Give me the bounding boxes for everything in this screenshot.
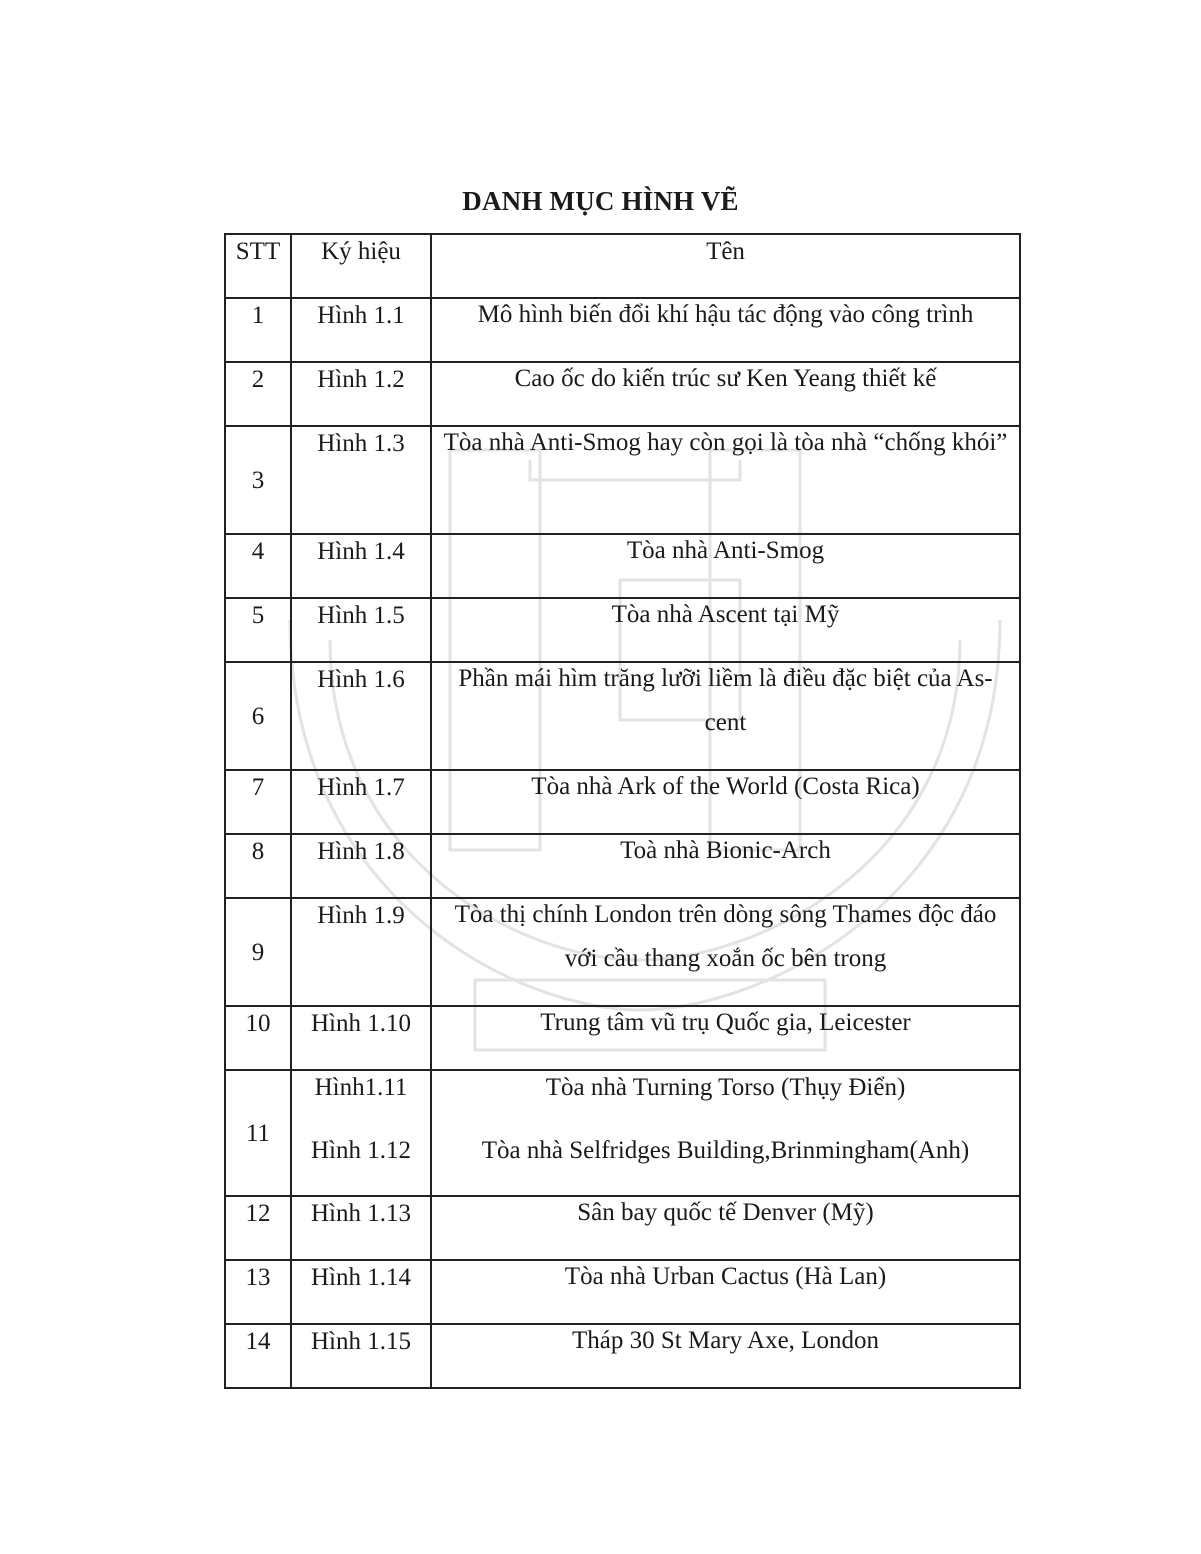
table-row xyxy=(225,534,1020,598)
header-stt: STT xyxy=(225,234,291,298)
figure-name: Toà nhà Bionic-Arch xyxy=(620,837,831,864)
figure-symbol: Hình 1.6 xyxy=(317,666,405,693)
header-name: Tên xyxy=(431,234,1020,298)
row-stt: 3 xyxy=(225,426,291,534)
table-row xyxy=(225,662,1020,770)
figure-symbol: Hình 1.14 xyxy=(311,1264,411,1291)
row-figure-name xyxy=(431,1196,1020,1260)
figure-symbol: Hình 1.8 xyxy=(317,838,405,865)
row-figure-name xyxy=(431,662,1020,770)
row-figure-name xyxy=(431,1324,1020,1388)
row-stt: 4 xyxy=(225,534,291,598)
figure-name: Sân bay quốc tế Denver (Mỹ) xyxy=(577,1199,874,1226)
row-figure-symbol xyxy=(291,834,431,898)
figure-symbol: Hình 1.13 xyxy=(311,1200,411,1227)
figure-symbol: Hình 1.1 xyxy=(317,302,405,329)
row-stt: 1 xyxy=(225,298,291,362)
row-stt: 12 xyxy=(225,1196,291,1260)
row-stt: 10 xyxy=(225,1006,291,1070)
figure-name: Tòa nhà Turning Torso (Thụy Điển) xyxy=(545,1074,906,1101)
table-row xyxy=(225,298,1020,362)
table-row xyxy=(225,598,1020,662)
figure-name: Tòa nhà Ascent tại Mỹ xyxy=(611,601,840,628)
figure-name: Tòa nhà Selfridges Building,Brinmingham(Anh) xyxy=(481,1137,970,1164)
figure-symbol: Hình 1.5 xyxy=(317,602,405,629)
figure-symbol: Hình 1.7 xyxy=(317,774,405,801)
row-stt: 7 xyxy=(225,770,291,834)
row-figure-symbol xyxy=(291,1260,431,1324)
figure-name: Tháp 30 St Mary Axe, London xyxy=(572,1327,879,1354)
row-figure-name xyxy=(431,426,1020,534)
row-stt: 8 xyxy=(225,834,291,898)
figure-name: Cao ốc do kiến trúc sư Ken Yeang thiết kế xyxy=(514,365,937,392)
table-row xyxy=(225,834,1020,898)
row-figure-symbol xyxy=(291,898,431,1006)
figure-name: Trung tâm vũ trụ Quốc gia, Leicester xyxy=(540,1009,911,1036)
figure-list-table xyxy=(224,233,1021,1389)
table-row xyxy=(225,770,1020,834)
table-row xyxy=(225,1260,1020,1324)
figure-name: Tòa nhà Anti-Smog hay còn gọi là tòa nhà “chống khói” xyxy=(443,429,1008,456)
figure-name: Mô hình biến đổi khí hậu tác động vào công trình xyxy=(477,301,974,328)
figure-symbol: Hình 1.3 xyxy=(317,430,405,457)
row-figure-symbol xyxy=(291,534,431,598)
header-symbol: Ký hiệu xyxy=(291,234,431,298)
row-stt: 2 xyxy=(225,362,291,426)
row-figure-name xyxy=(431,1260,1020,1324)
row-figure-name xyxy=(431,1070,1020,1196)
row-figure-name xyxy=(431,834,1020,898)
row-stt: 9 xyxy=(225,898,291,1006)
row-figure-name xyxy=(431,362,1020,426)
figure-name: Phần mái hìm trăng lưỡi liềm là điều đặc biệt của As-cent xyxy=(458,665,993,736)
figure-symbol: Hình 1.15 xyxy=(311,1328,411,1355)
figure-name: Tòa thị chính London trên dòng sông Thames độc đáo với cầu thang xoắn ốc bên trong xyxy=(454,901,997,972)
figure-name: Tòa nhà Ark of the World (Costa Rica) xyxy=(531,773,920,800)
row-figure-symbol xyxy=(291,1324,431,1388)
table-row xyxy=(225,898,1020,1006)
row-figure-name xyxy=(431,898,1020,1006)
row-figure-symbol xyxy=(291,770,431,834)
table-row xyxy=(225,1324,1020,1388)
figure-name: Tòa nhà Urban Cactus (Hà Lan) xyxy=(564,1263,887,1290)
row-figure-symbol xyxy=(291,426,431,534)
table-row xyxy=(225,1070,1020,1196)
figure-symbol: Hình 1.2 xyxy=(317,366,405,393)
figure-symbol: Hình 1.4 xyxy=(317,538,405,565)
figure-symbol: Hình1.11 xyxy=(314,1074,408,1101)
table-row xyxy=(225,362,1020,426)
row-figure-name xyxy=(431,1006,1020,1070)
row-figure-symbol xyxy=(291,1006,431,1070)
row-figure-name xyxy=(431,298,1020,362)
row-stt: 13 xyxy=(225,1260,291,1324)
row-figure-name xyxy=(431,598,1020,662)
figure-symbol: Hình 1.10 xyxy=(311,1010,411,1037)
row-figure-symbol xyxy=(291,362,431,426)
row-figure-symbol xyxy=(291,1196,431,1260)
row-figure-name xyxy=(431,770,1020,834)
figure-symbol: Hình 1.12 xyxy=(311,1137,411,1164)
row-stt: 5 xyxy=(225,598,291,662)
row-figure-symbol xyxy=(291,298,431,362)
document-title: DANH MỤC HÌNH VẼ xyxy=(462,186,739,216)
table-row xyxy=(225,1006,1020,1070)
row-figure-symbol xyxy=(291,662,431,770)
figure-name: Tòa nhà Anti-Smog xyxy=(626,537,825,564)
row-figure-name xyxy=(431,534,1020,598)
row-stt: 14 xyxy=(225,1324,291,1388)
figure-symbol: Hình 1.9 xyxy=(317,902,405,929)
table-row xyxy=(225,1196,1020,1260)
table-row xyxy=(225,426,1020,534)
table-header-row xyxy=(225,234,1020,298)
row-stt: 11 xyxy=(225,1070,291,1196)
row-stt: 6 xyxy=(225,662,291,770)
row-figure-symbol xyxy=(291,1070,431,1196)
row-figure-symbol xyxy=(291,598,431,662)
